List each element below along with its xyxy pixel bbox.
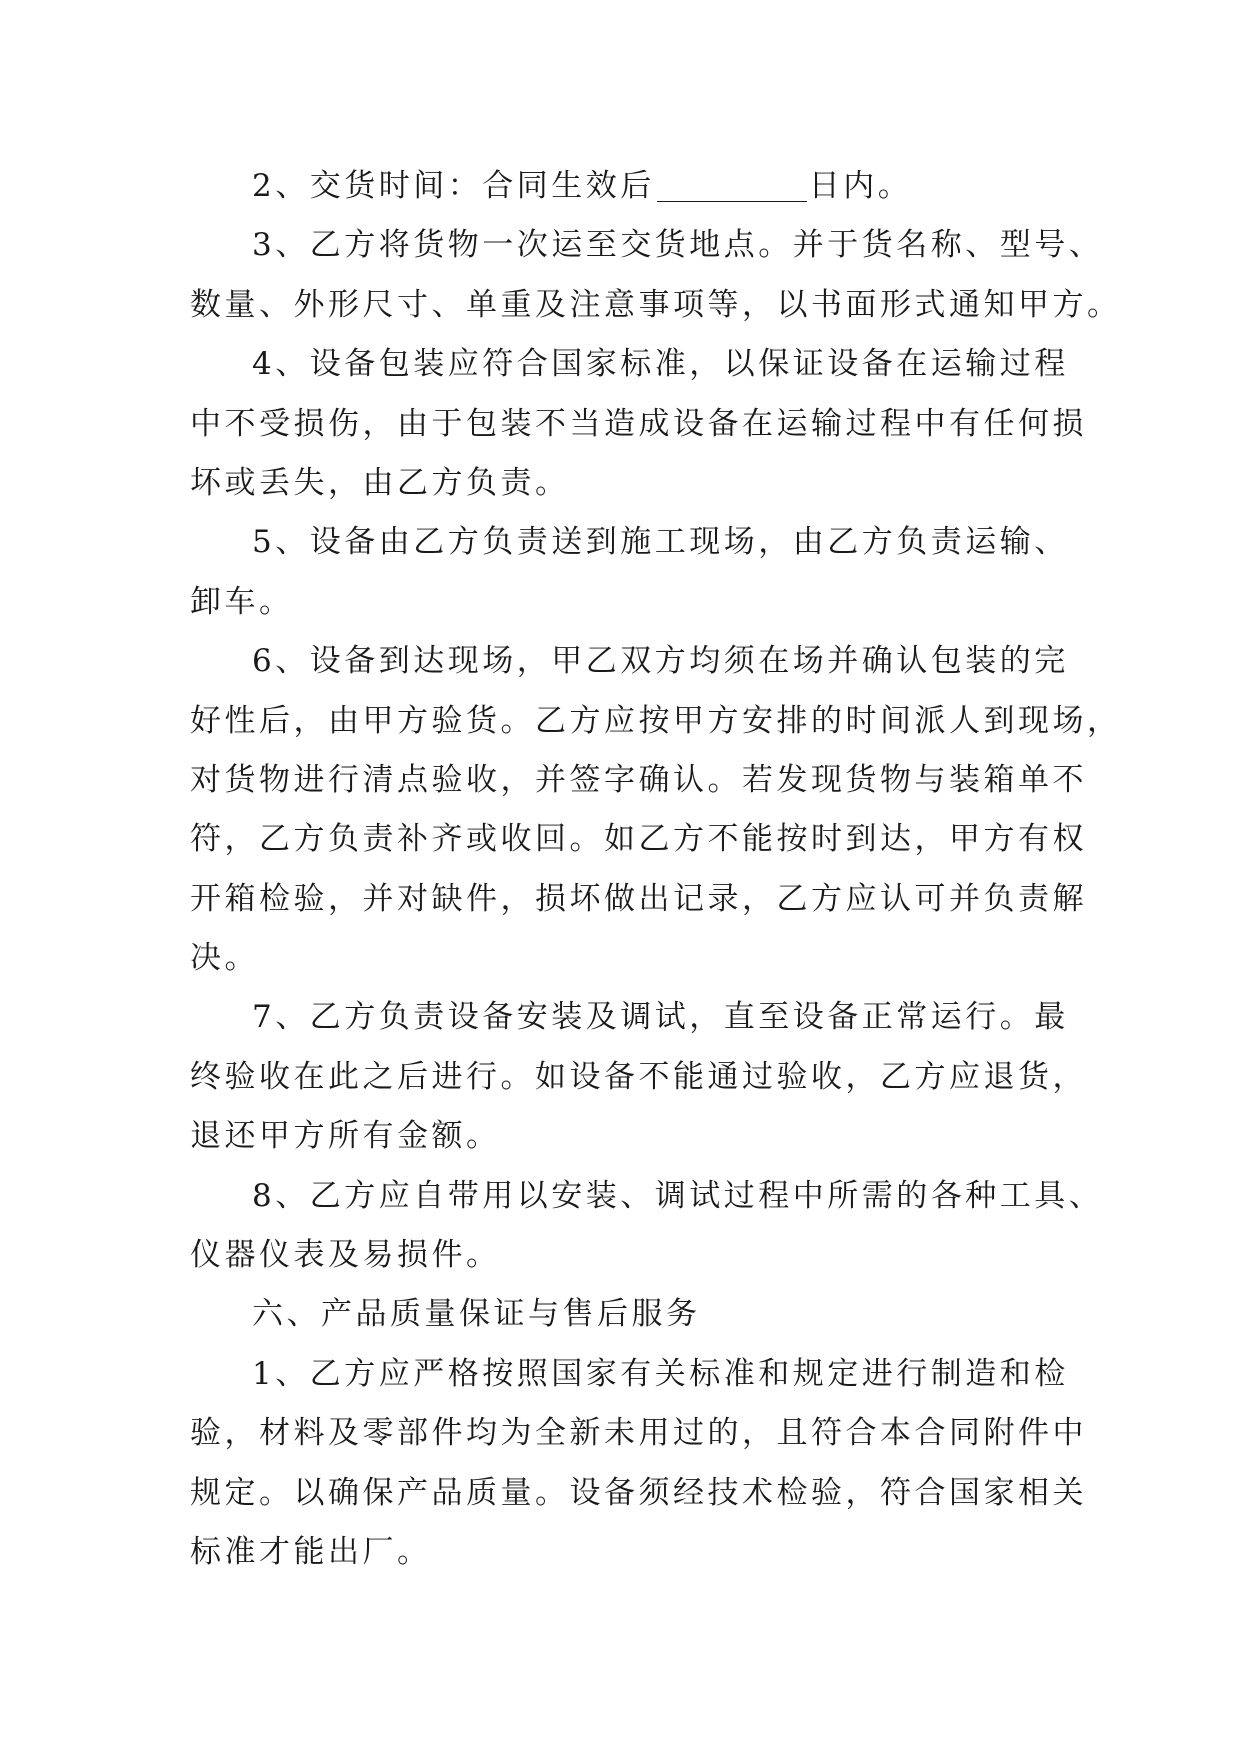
- clause-5-line-1: 5、设备由乙方负责送到施工现场，由乙方负责运输、: [252, 524, 1069, 561]
- section-6-clause-1-line-1: 1、乙方应严格按照国家有关标准和规定进行制造和检: [252, 1355, 1069, 1392]
- clause-7-line-3: 退还甲方所有金额。: [190, 1118, 501, 1155]
- clause-2-text-after: 日内。: [808, 168, 913, 204]
- clause-6-line-5: 开箱检验，并对缺件，损坏做出记录，乙方应认可并负责解: [190, 880, 1087, 917]
- section-6-clause-1-line-2: 验，材料及零部件均为全新未用过的，且符合本合同附件中: [190, 1415, 1087, 1452]
- section-6-clause-1-line-4: 标准才能出厂。: [190, 1533, 432, 1570]
- clause-8-line-2: 仪器仪表及易损件。: [190, 1237, 501, 1274]
- clause-3-line-1: 3、乙方将货物一次运至交货地点。并于货名称、型号、: [252, 227, 1104, 264]
- clause-6-line-1: 6、设备到达现场，甲乙双方均须在场并确认包装的完: [252, 643, 1069, 680]
- section-6-clause-1-line-3: 规定。以确保产品质量。设备须经技术检验，符合国家相关: [190, 1474, 1087, 1511]
- clause-7-line-2: 终验收在此之后进行。如设备不能通过验收，乙方应退货，: [190, 1058, 1087, 1095]
- delivery-days-blank: [657, 165, 807, 202]
- clause-6-line-6: 决。: [190, 940, 259, 977]
- clause-6-line-3: 对货物进行清点验收，并签字确认。若发现货物与装箱单不: [190, 761, 1087, 798]
- clause-7-line-1: 7、乙方负责设备安装及调试，直至设备正常运行。最: [252, 999, 1069, 1036]
- clause-6-line-4: 符，乙方负责补齐或收回。如乙方不能按时到达，甲方有权: [190, 821, 1087, 858]
- clause-4-line-3: 坏或丢失，由乙方负责。: [190, 464, 570, 501]
- document-body: [190, 157, 1122, 1582]
- clause-2-delivery-time: [190, 157, 1060, 216]
- section-6-heading: 六、产品质量保证与售后服务: [252, 1296, 701, 1333]
- clause-2-text-before: 2、交货时间：合同生效后: [252, 168, 655, 204]
- clause-5-line-2: 卸车。: [190, 583, 294, 620]
- clause-4-line-2: 中不受损伤，由于包装不当造成设备在运输过程中有任何损: [190, 405, 1087, 442]
- clause-8-line-1: 8、乙方应自带用以安装、调试过程中所需的各种工具、: [252, 1177, 1104, 1214]
- clause-4-line-1: 4、设备包装应符合国家标准，以保证设备在运输过程: [252, 346, 1069, 383]
- clause-3-line-2: 数量、外形尺寸、单重及注意事项等，以书面形式通知甲方。: [190, 286, 1122, 323]
- clause-6-line-2: 好性后，由甲方验货。乙方应按甲方安排的时间派人到现场，: [190, 702, 1122, 739]
